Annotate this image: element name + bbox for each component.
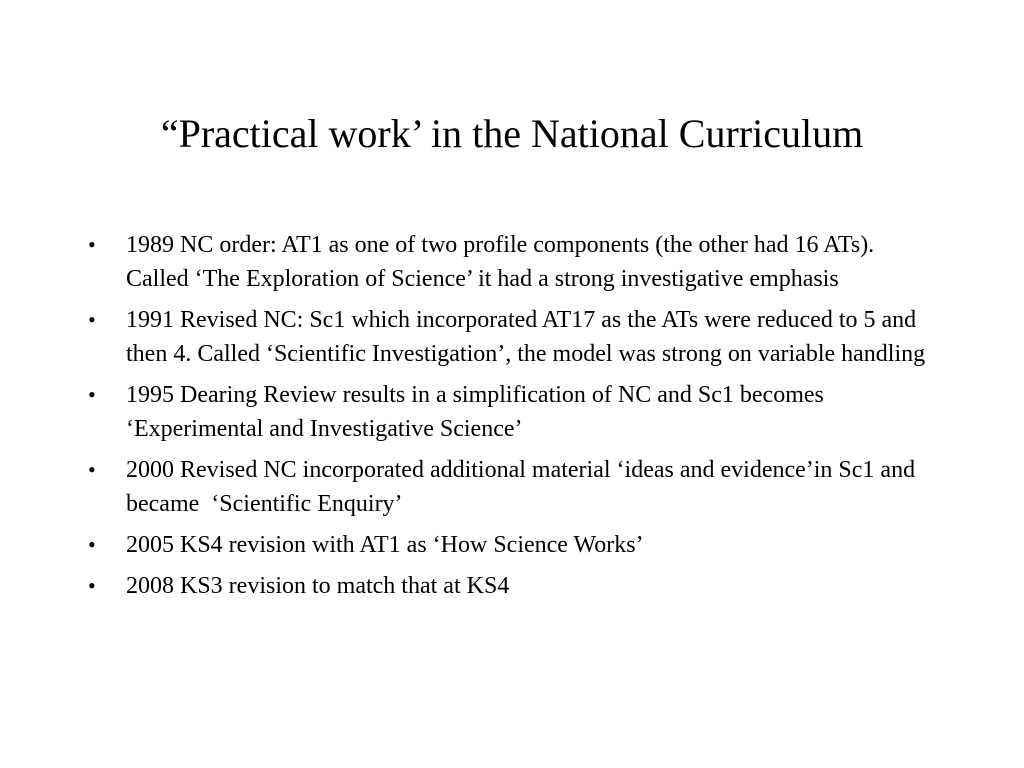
bullet-item xyxy=(88,378,928,446)
bullet-text: 1989 NC order: AT1 as one of two profile components (the other had 16 ATs). Called ‘The Exploration of Science’ it had a strong investigative emphasis xyxy=(126,232,875,292)
bullet-text: 1991 Revised NC: Sc1 which incorporated AT17 as the ATs were reduced to 5 and then 4. Called ‘Scientific Investigation’, the model was strong on variable handling xyxy=(126,307,926,367)
bullet-item xyxy=(88,303,928,371)
bullet-icon: • xyxy=(88,307,96,332)
bullet-text: 2000 Revised NC incorporated additional material ‘ideas and evidence’in Sc1 and became ‘Scientific Enquiry’ xyxy=(126,457,922,517)
bullet-text: 2008 KS3 revision to match that at KS4 xyxy=(126,573,510,599)
bullet-icon: • xyxy=(88,457,96,482)
bullet-list xyxy=(88,228,928,610)
slide-title: “Practical work’ in the National Curriculum xyxy=(160,111,864,156)
bullet-item xyxy=(88,228,928,296)
bullet-icon: • xyxy=(88,232,96,257)
bullet-icon: • xyxy=(88,532,96,557)
bullet-item xyxy=(88,453,928,521)
bullet-icon: • xyxy=(88,573,96,598)
bullet-item xyxy=(88,569,928,603)
bullet-icon: • xyxy=(88,382,96,407)
bullet-text: 1995 Dearing Review results in a simplification of NC and Sc1 becomes ‘Experimental and Investigative Science’ xyxy=(126,382,824,442)
bullet-item xyxy=(88,528,928,562)
bullet-text: 2005 KS4 revision with AT1 as ‘How Science Works’ xyxy=(126,532,644,558)
